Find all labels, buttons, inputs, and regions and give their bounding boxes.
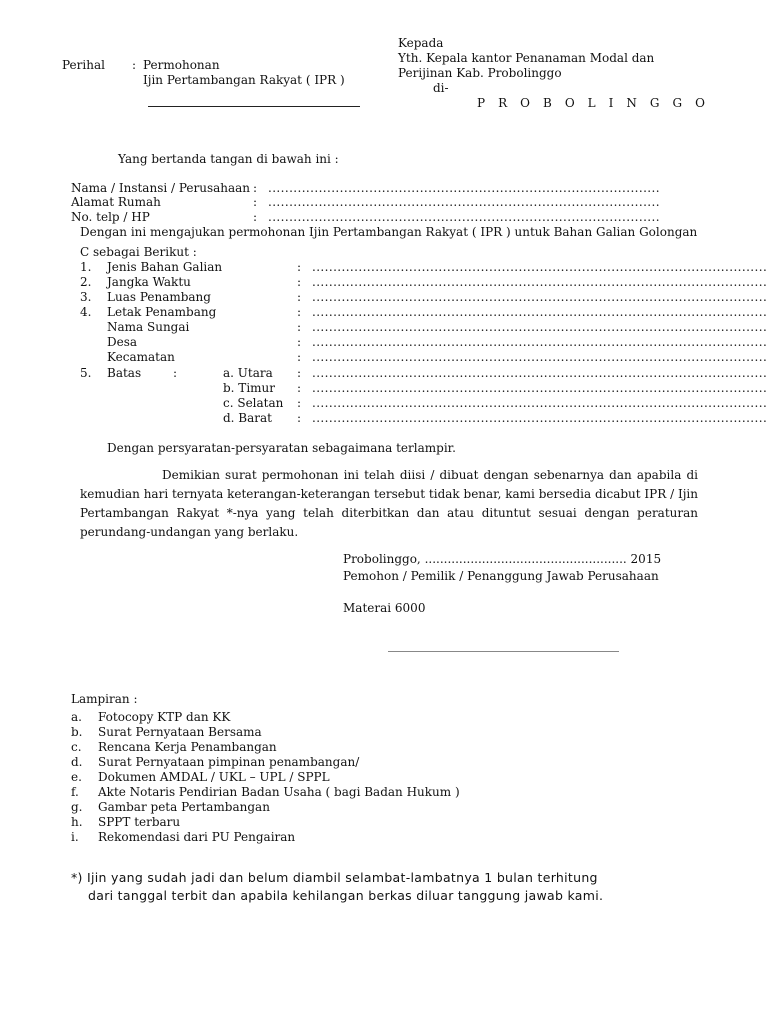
- identity-dots-address: .............................................................................................: [268, 195, 660, 209]
- item-dots: ............................................................................................................: [312, 350, 768, 364]
- item-dots: ............................................................................................................: [312, 381, 768, 395]
- lampiran-letter: g.: [71, 800, 83, 814]
- lampiran-letter: f.: [71, 785, 79, 799]
- item-label-sungai: Nama Sungai: [107, 320, 190, 334]
- item-dots: ............................................................................................................: [312, 290, 768, 304]
- lampiran-letter: c.: [71, 740, 82, 754]
- identity-dots-name: .............................................................................................: [268, 181, 660, 195]
- item-label-desa: Desa: [107, 335, 138, 349]
- lampiran-item: Rekomendasi dari PU Pengairan: [98, 830, 296, 844]
- item-label-kecamatan: Kecamatan: [107, 350, 175, 364]
- item-colon: :: [297, 305, 302, 319]
- lampiran-letter: a.: [71, 710, 82, 724]
- footnote-line1: *) Ijin yang sudah jadi dan belum diambil selambat-lambatnya 1 bulan terhitung: [71, 870, 598, 885]
- lampiran-item: Akte Notaris Pendirian Badan Usaha ( bagi Badan Hukum ): [98, 785, 460, 799]
- lampiran-item: Rencana Kerja Penambangan: [98, 740, 277, 754]
- item-dots: ............................................................................................................: [312, 335, 768, 349]
- lampiran-title: Lampiran :: [71, 692, 138, 706]
- lampiran-item: SPPT terbaru: [98, 815, 181, 829]
- identity-colon: :: [253, 181, 258, 195]
- item-colon: :: [297, 320, 302, 334]
- footnote-line2: dari tanggal terbit dan apabila kehilangan berkas diluar tanggung jawab kami.: [88, 888, 604, 903]
- signature-materai: Materai 6000: [343, 601, 426, 615]
- signature-line: [388, 651, 619, 652]
- identity-label-phone: No. telp / HP: [71, 210, 150, 224]
- item-dots: ............................................................................................................: [312, 366, 768, 380]
- lampiran-item: Dokumen AMDAL / UKL – UPL / SPPL: [98, 770, 330, 784]
- item-colon: :: [297, 290, 302, 304]
- item-colon: :: [297, 396, 302, 410]
- identity-dots-phone: .............................................................................................: [268, 210, 660, 224]
- lampiran-item: Fotocopy KTP dan KK: [98, 710, 231, 724]
- lampiran-letter: e.: [71, 770, 82, 784]
- identity-colon: :: [253, 210, 258, 224]
- item-label-jangka: Jangka Waktu: [107, 275, 191, 289]
- item-dots: ............................................................................................................: [312, 411, 768, 425]
- item-dots: ............................................................................................................: [312, 305, 768, 319]
- perihal-underline: [148, 106, 360, 107]
- perihal-line1: Permohonan: [143, 58, 220, 72]
- item-dots: ............................................................................................................: [312, 260, 768, 274]
- request-line2: C sebagai Berikut :: [80, 245, 197, 259]
- item-label-luas: Luas Penambang: [107, 290, 211, 304]
- item-colon: :: [297, 381, 302, 395]
- closing-line4: perundang-undangan yang berlaku.: [80, 525, 299, 539]
- closing-line2: kemudian hari ternyata keterangan-keterangan tersebut tidak benar, kami bersedia dicabut IPR / Ijin: [80, 487, 698, 501]
- lampiran-letter: i.: [71, 830, 79, 844]
- perihal-line2: Ijin Pertambangan Rakyat ( IPR ): [143, 73, 345, 87]
- item-colon: :: [297, 350, 302, 364]
- lampiran-item: Surat Pernyataan pimpinan penambangan/: [98, 755, 360, 769]
- item-dots: ............................................................................................................: [312, 275, 768, 289]
- closing-line1: Demikian surat permohonan ini telah diisi / dibuat dengan sebenarnya dan apabila di: [162, 468, 698, 482]
- persyaratan-text: Dengan persyaratan-persyaratan sebagaimana terlampir.: [107, 441, 456, 455]
- item-label-jenis: Jenis Bahan Galian: [107, 260, 223, 274]
- closing-line3: Pertambangan Rakyat *-nya yang telah diterbitkan dan atau dituntut sesuai dengan peraturan: [80, 506, 698, 520]
- signature-place-date: Probolinggo, ..................................................... 2015: [343, 552, 662, 566]
- item-label-batas: Batas: [107, 366, 142, 380]
- lampiran-letter: b.: [71, 725, 83, 739]
- item-dots: ............................................................................................................: [312, 396, 768, 410]
- identity-label-address: Alamat Rumah: [71, 195, 161, 209]
- identity-label-name: Nama / Instansi / Perusahaan: [71, 181, 251, 195]
- lampiran-item: Gambar peta Pertambangan: [98, 800, 270, 814]
- batas-utara: a. Utara: [223, 366, 273, 380]
- recipient-city: P R O B O L I N G G O: [477, 96, 710, 110]
- batas-selatan: c. Selatan: [223, 396, 284, 410]
- item-colon: :: [297, 275, 302, 289]
- item-num: 1.: [80, 260, 92, 274]
- item-label-letak: Letak Penambang: [107, 305, 217, 319]
- item-num: 5.: [80, 366, 92, 380]
- item-colon: :: [297, 366, 302, 380]
- request-line1: Dengan ini mengajukan permohonan Ijin Pertambangan Rakyat ( IPR ) untuk Bahan Galian Golongan: [80, 225, 698, 239]
- item-num: 4.: [80, 305, 92, 319]
- recipient-di: di-: [433, 81, 449, 95]
- batas-timur: b. Timur: [223, 381, 275, 395]
- lampiran-letter: d.: [71, 755, 83, 769]
- recipient-kepada: Kepada: [398, 36, 444, 50]
- item-num: 2.: [80, 275, 92, 289]
- perihal-label: Perihal: [62, 58, 105, 72]
- item-colon: :: [297, 411, 302, 425]
- item-dots: ............................................................................................................: [312, 320, 768, 334]
- signature-role: Pemohon / Pemilik / Penanggung Jawab Perusahaan: [343, 569, 659, 583]
- lampiran-item: Surat Pernyataan Bersama: [98, 725, 262, 739]
- identity-colon: :: [253, 195, 258, 209]
- item-colon: :: [173, 366, 178, 380]
- item-colon: :: [297, 260, 302, 274]
- batas-barat: d. Barat: [223, 411, 272, 425]
- perihal-colon: :: [132, 58, 137, 72]
- item-colon: :: [297, 335, 302, 349]
- intro-text: Yang bertanda tangan di bawah ini :: [118, 152, 339, 166]
- lampiran-letter: h.: [71, 815, 83, 829]
- recipient-yth-line2: Perijinan Kab. Probolinggo: [398, 66, 562, 80]
- recipient-yth-line1: Yth. Kepala kantor Penanaman Modal dan: [398, 51, 655, 65]
- item-num: 3.: [80, 290, 92, 304]
